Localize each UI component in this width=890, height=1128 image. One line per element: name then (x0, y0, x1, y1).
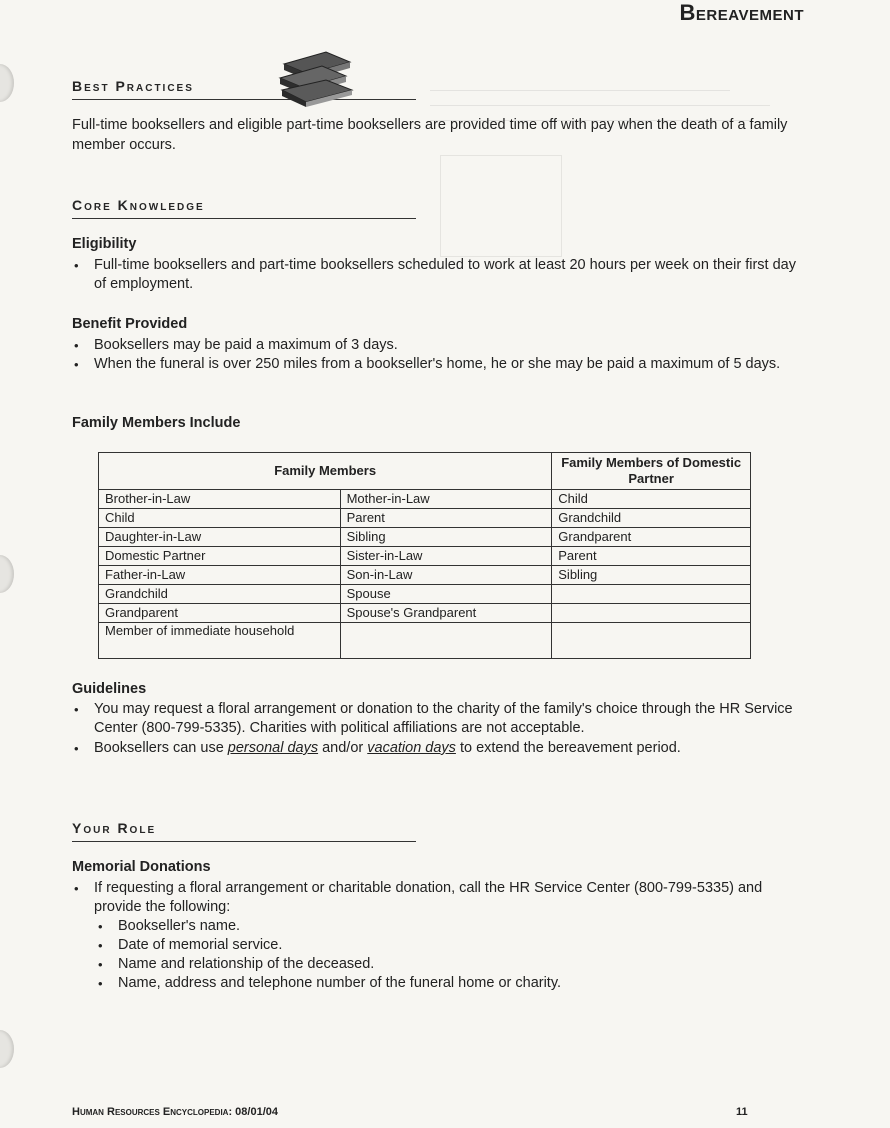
table-row (99, 604, 751, 623)
table-cell: Son-in-Law (340, 566, 552, 585)
table-row (99, 623, 751, 659)
table-cell: Brother-in-Law (99, 490, 341, 509)
table-cell: Daughter-in-Law (99, 528, 341, 547)
eligibility-heading: Eligibility (72, 236, 137, 252)
table-cell: Child (99, 509, 341, 528)
list-item: • Booksellers may be paid a maximum of 3 days. (72, 336, 807, 355)
table-row (99, 547, 751, 566)
table-cell (552, 604, 751, 623)
table-cell (340, 623, 552, 659)
table-cell: Sister-in-Law (340, 547, 552, 566)
table-row (99, 585, 751, 604)
benefit-heading: Benefit Provided (72, 316, 188, 332)
table-cell: Parent (340, 509, 552, 528)
family-members-table (98, 452, 751, 659)
list-item: • Name, address and telephone number of the funeral home or charity. (72, 974, 807, 993)
page-number: 11 (736, 1106, 748, 1118)
table-cell: Sibling (340, 528, 552, 547)
memorial-donations-heading: Memorial Donations (72, 859, 211, 875)
table-cell: Spouse (340, 585, 552, 604)
table-cell: Spouse's Grandparent (340, 604, 552, 623)
guidelines-list (72, 700, 807, 758)
list-item (72, 739, 807, 758)
guidelines-heading: Guidelines (72, 681, 147, 697)
column-header-partner: Family Members of Domestic Partner (552, 453, 751, 490)
stacked-books-icon (276, 50, 356, 108)
table-row (99, 566, 751, 585)
binder-hole (0, 1030, 14, 1068)
core-knowledge-heading: Core Knowledge (72, 197, 416, 219)
eligibility-list (72, 256, 807, 294)
list-item: • Bookseller's name. (72, 917, 807, 936)
list-item: • Name and relationship of the deceased. (72, 955, 807, 974)
page-title: Bereavement (679, 0, 804, 25)
table-cell: Mother-in-Law (340, 490, 552, 509)
binder-hole (0, 64, 14, 102)
table-cell: Grandchild (552, 509, 751, 528)
guideline-text: Booksellers can use (94, 740, 228, 756)
table-row (99, 509, 751, 528)
table-cell: Domestic Partner (99, 547, 341, 566)
list-item: • Date of memorial service. (72, 936, 807, 955)
binder-hole (0, 555, 14, 593)
best-practices-heading: Best Practices (72, 78, 416, 100)
table-cell: Sibling (552, 566, 751, 585)
table-cell: Child (552, 490, 751, 509)
footer-source: Human Resources Encyclopedia: 08/01/04 (72, 1106, 278, 1118)
table-cell (552, 585, 751, 604)
table-cell (552, 623, 751, 659)
table-cell: Father-in-Law (99, 566, 341, 585)
list-item: • If requesting a floral arrangement or charitable donation, call the HR Service Center (800-799-5335) and provide the following: (72, 879, 807, 917)
table-cell: Member of immediate household (99, 623, 341, 659)
vacation-days-link[interactable]: vacation days (367, 740, 456, 756)
table-cell: Grandparent (552, 528, 751, 547)
guideline-text: and/or (318, 740, 368, 756)
benefit-list (72, 336, 807, 374)
table-cell: Parent (552, 547, 751, 566)
list-item: • You may request a floral arrangement or donation to the charity of the family's choice through the HR Service Center (800-799-5335). Charities with political affiliations are not acceptable. (72, 700, 807, 738)
table-row (99, 490, 751, 509)
table-cell: Grandparent (99, 604, 341, 623)
list-item: • When the funeral is over 250 miles from a bookseller's home, he or she may be paid a maximum of 5 days. (72, 355, 807, 374)
your-role-heading: Your Role (72, 820, 416, 842)
personal-days-link[interactable]: personal days (227, 740, 319, 756)
table-row (99, 528, 751, 547)
family-members-heading: Family Members Include (72, 415, 241, 431)
list-item: • Full-time booksellers and part-time booksellers scheduled to work at least 20 hours per week on their first day of employment. (72, 256, 807, 294)
guideline-text: to extend the bereavement period. (455, 740, 681, 756)
best-practices-text: Full-time booksellers and eligible part-time booksellers are provided time off with pay when the death of a family member occurs. (72, 117, 788, 153)
memorial-donations-list (72, 879, 807, 993)
table-cell: Grandchild (99, 585, 341, 604)
column-header-family: Family Members (99, 453, 552, 490)
